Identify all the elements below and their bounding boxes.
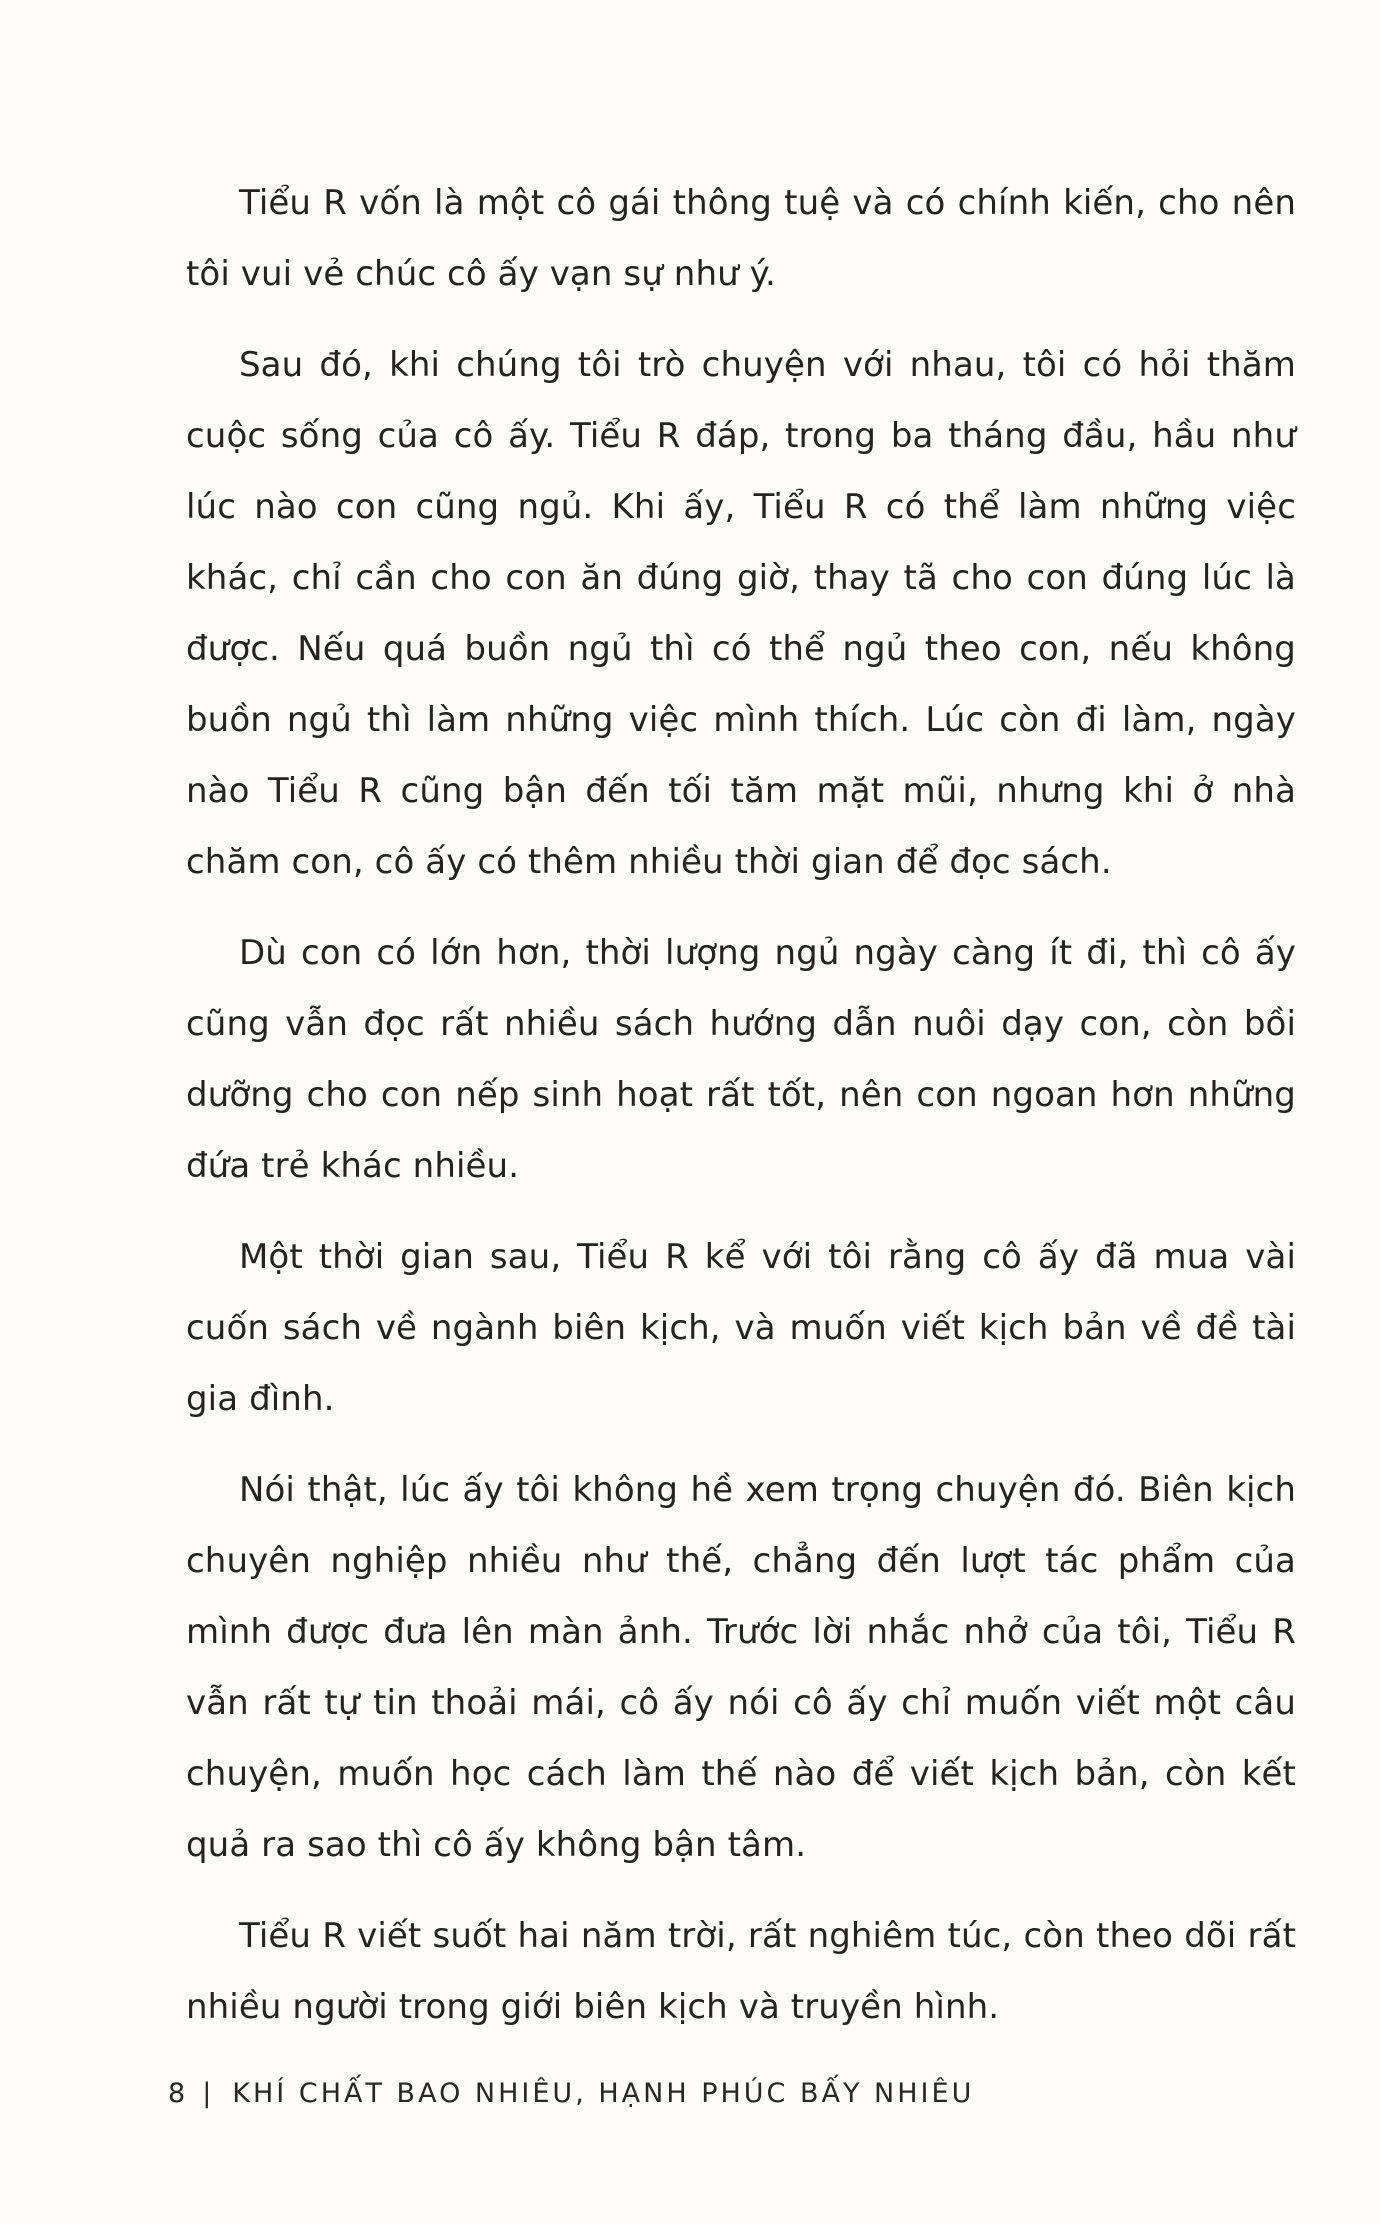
paragraph: Một thời gian sau, Tiểu R kể với tôi rằng cô ấy đã mua vài cuốn sách về ngành biên kịch, và muốn viết kịch bản về đề tài gia đình. xyxy=(186,1237,1296,1419)
footer-separator: | xyxy=(202,2078,215,2109)
body-text xyxy=(186,168,1296,2063)
page-number: 8 xyxy=(168,2078,189,2109)
running-title: KHÍ CHẤT BAO NHIÊU, HẠNH PHÚC BẤY NHIÊU xyxy=(232,2078,975,2109)
paragraph: Tiểu R vốn là một cô gái thông tuệ và có chính kiến, cho nên tôi vui vẻ chúc cô ấy vạn sự như ý. xyxy=(186,183,1296,294)
page-footer xyxy=(168,2078,974,2109)
paragraph: Dù con có lớn hơn, thời lượng ngủ ngày càng ít đi, thì cô ấy cũng vẫn đọc rất nhiều sách hướng dẫn nuôi dạy con, còn bồi dưỡng cho con nếp sinh hoạt rất tốt, nên con ngoan hơn những đứa trẻ khác nhiều. xyxy=(186,933,1296,1186)
paragraph: Nói thật, lúc ấy tôi không hề xem trọng chuyện đó. Biên kịch chuyên nghiệp nhiều như thế, chẳng đến lượt tác phẩm của mình được đưa lên màn ảnh. Trước lời nhắc nhở của tôi, Tiểu R vẫn rất tự tin thoải mái, cô ấy nói cô ấy chỉ muốn viết một câu chuyện, muốn học cách làm thế nào để viết kịch bản, còn kết quả ra sao thì cô ấy không bận tâm. xyxy=(186,1470,1296,1865)
paragraph: Sau đó, khi chúng tôi trò chuyện với nhau, tôi có hỏi thăm cuộc sống của cô ấy. Tiểu R đáp, trong ba tháng đầu, hầu như lúc nào con cũng ngủ. Khi ấy, Tiểu R có thể làm những việc khác, chỉ cần cho con ăn đúng giờ, thay tã cho con đúng lúc là được. Nếu quá buồn ngủ thì có thể ngủ theo con, nếu không buồn ngủ thì làm những việc mình thích. Lúc còn đi làm, ngày nào Tiểu R cũng bận đến tối tăm mặt mũi, nhưng khi ở nhà chăm con, cô ấy có thêm nhiều thời gian để đọc sách. xyxy=(186,345,1296,882)
paragraph: Tiểu R viết suốt hai năm trời, rất nghiêm túc, còn theo dõi rất nhiều người trong giới biên kịch và truyền hình. xyxy=(186,1916,1296,2027)
